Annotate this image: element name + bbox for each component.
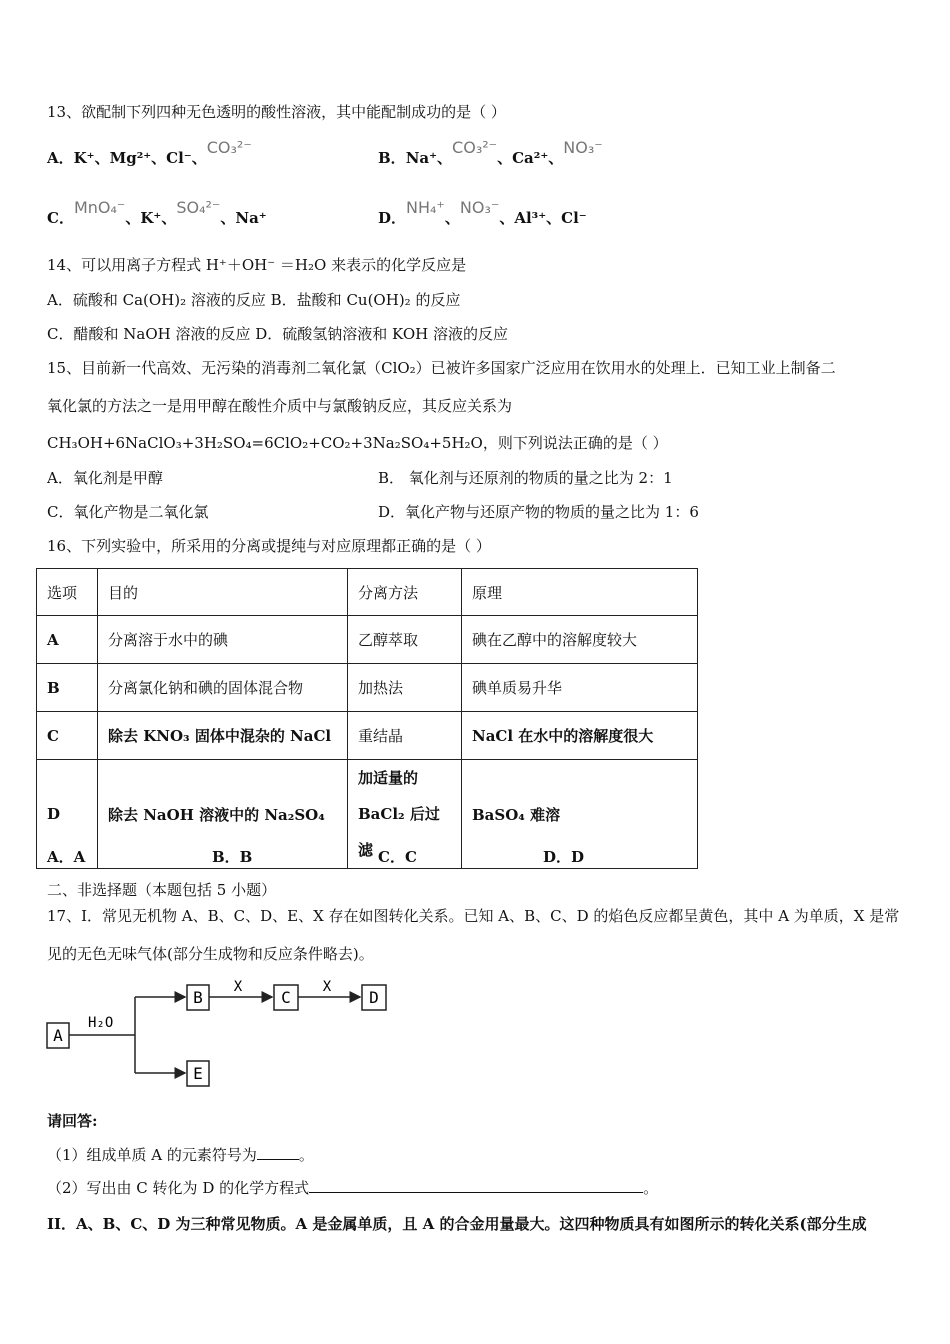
q13-d-ammonium: NH₄⁺ <box>406 198 445 217</box>
table-cell: 乙醇萃取 <box>348 616 462 664</box>
q13-stem: 13、欲配制下列四种无色透明的酸性溶液，其中能配制成功的是（ ） <box>47 103 506 121</box>
q15-option-b: B． 氧化剂与还原剂的物质的量之比为 2：1 <box>378 469 673 487</box>
q13-d-nitrate: NO₃⁻ <box>459 198 500 217</box>
table-header: 原理 <box>462 569 698 616</box>
node-d-label: D <box>369 988 379 1007</box>
q14-stem: 14、可以用离子方程式 H⁺＋OH⁻ ＝H₂O 来表示的化学反应是 <box>47 256 467 274</box>
sub1-end: 。 <box>298 1146 314 1164</box>
table-cell: C <box>37 712 98 760</box>
q16-option-c: C．C <box>378 848 417 866</box>
sub2-text: （2）写出由 C 转化为 D 的化学方程式 <box>47 1179 310 1197</box>
q13-option-c <box>47 198 267 228</box>
table-cell: D <box>37 760 98 869</box>
table-row <box>37 712 698 760</box>
method-line2: BaCl₂ 后过滤 <box>358 805 440 859</box>
sub1-text: （1）组成单质 A 的元素符号为 <box>47 1146 257 1164</box>
section-heading: 二、非选择题（本题包括 5 小题） <box>47 881 277 899</box>
table-cell: 碘在乙醇中的溶解度较大 <box>462 616 698 664</box>
q13-b-nitrate: NO₃⁻ <box>563 138 603 157</box>
q17-part-ii: II．A、B、C、D 为三种常见物质。A 是金属单质，且 A 的合金用量最大。这四种物质具有如图所示的转化关系(部分生成 <box>47 1215 867 1233</box>
answer-prompt: 请回答: <box>47 1112 98 1130</box>
q14-options-cd: C．醋酸和 NaOH 溶液的反应 D．硫酸氢钠溶液和 KOH 溶液的反应 <box>47 325 508 343</box>
table-cell: BaSO₄ 难溶 <box>462 760 698 869</box>
table-cell: 重结晶 <box>348 712 462 760</box>
q17-line1: 17、I．常见无机物 A、B、C、D、E、X 存在如图转化关系。已知 A、B、C、D 的焰色反应都呈黄色，其中 A 为单质，X 是常 <box>47 907 900 925</box>
q15-line2: 氧化氯的方法之一是用甲醇在酸性介质中与氯酸钠反应，其反应关系为 <box>47 397 513 415</box>
q13-b-text1: Na⁺、 <box>405 149 453 167</box>
table-header: 选项 <box>37 569 98 616</box>
q13-d-text2: 、Al³⁺、Cl⁻ <box>499 209 587 227</box>
q13-c-permanganate: MnO₄⁻ <box>73 198 126 217</box>
table-cell: NaCl 在水中的溶解度很大 <box>462 712 698 760</box>
sub2-end: 。 <box>643 1179 659 1197</box>
q17-sub2 <box>47 1178 658 1198</box>
q16-option-d: D．D <box>543 848 585 866</box>
q16-table <box>36 568 698 869</box>
q15-option-d: D．氧化产物与还原产物的物质的量之比为 1：6 <box>378 503 699 521</box>
table-row <box>37 760 698 869</box>
q13-a-label: A． <box>47 149 74 167</box>
q16-option-a: A．A <box>47 848 86 866</box>
table-row <box>37 664 698 712</box>
q15-option-c: C．氧化产物是二氧化氯 <box>47 503 209 521</box>
q13-b-text2: 、Ca²⁺、 <box>497 149 564 167</box>
q15-line1: 15、目前新一代高效、无污染的消毒剂二氧化氯（ClO₂）已被许多国家广泛应用在饮用水的处理上．已知工业上制备二 <box>47 359 836 377</box>
q17-line2: 见的无色无味气体(部分生成物和反应条件略去)。 <box>47 945 374 963</box>
q15-option-a: A．氧化剂是甲醇 <box>47 469 163 487</box>
q13-option-d <box>378 198 587 228</box>
q16-stem: 16、下列实验中，所采用的分离或提纯与对应原理都正确的是（ ） <box>47 537 491 555</box>
q14-options-ab: A．硫酸和 Ca(OH)₂ 溶液的反应 B．盐酸和 Cu(OH)₂ 的反应 <box>47 291 461 309</box>
q13-c-sulfate: SO₄²⁻ <box>176 198 221 217</box>
water-label: H₂O <box>88 1015 114 1031</box>
node-e-label: E <box>193 1064 203 1083</box>
table-cell: 分离氯化钠和碘的固体混合物 <box>98 664 348 712</box>
table-cell: 分离溶于水中的碘 <box>98 616 348 664</box>
q15-equation: CH₃OH+6NaClO₃+3H₂SO₄=6ClO₂+CO₂+3Na₂SO₄+5H₂O，则下列说法正确的是（ ） <box>47 434 668 452</box>
table-header-row <box>37 569 698 616</box>
node-b-label: B <box>193 988 203 1007</box>
reagent-x1: X <box>233 979 243 995</box>
table-cell: 碘单质易升华 <box>462 664 698 712</box>
node-c-label: C <box>281 988 291 1007</box>
q13-a-ions: K⁺、Mg²⁺、Cl⁻、 <box>73 149 207 167</box>
node-a-label: A <box>53 1026 63 1045</box>
q13-d-label: D． <box>378 209 407 227</box>
table-row <box>37 616 698 664</box>
q13-a-carbonate: CO₃²⁻ <box>206 138 252 157</box>
q13-d-text1: 、 <box>444 209 460 227</box>
q13-c-text1: 、K⁺、 <box>125 209 177 227</box>
q17-sub1 <box>47 1145 314 1165</box>
q13-option-a <box>47 138 252 168</box>
table-cell: 加热法 <box>348 664 462 712</box>
q13-c-label: C． <box>47 209 74 227</box>
method-line1: 加适量的 <box>358 769 419 787</box>
answer-blank-1[interactable] <box>257 1145 299 1160</box>
table-header: 目的 <box>98 569 348 616</box>
q17-diagram <box>40 975 400 1090</box>
q13-c-text2: 、Na⁺ <box>220 209 267 227</box>
answer-blank-2[interactable] <box>309 1178 643 1193</box>
table-cell: A <box>37 616 98 664</box>
table-header: 分离方法 <box>348 569 462 616</box>
q13-option-b <box>378 138 603 168</box>
table-cell: 除去 KNO₃ 固体中混杂的 NaCl <box>98 712 348 760</box>
q16-option-b: B．B <box>212 848 253 866</box>
q13-b-label: B． <box>378 149 406 167</box>
table-cell: 除去 NaOH 溶液中的 Na₂SO₄ <box>98 760 348 869</box>
q13-b-carbonate: CO₃²⁻ <box>452 138 498 157</box>
reagent-x2: X <box>322 979 332 995</box>
table-cell: B <box>37 664 98 712</box>
